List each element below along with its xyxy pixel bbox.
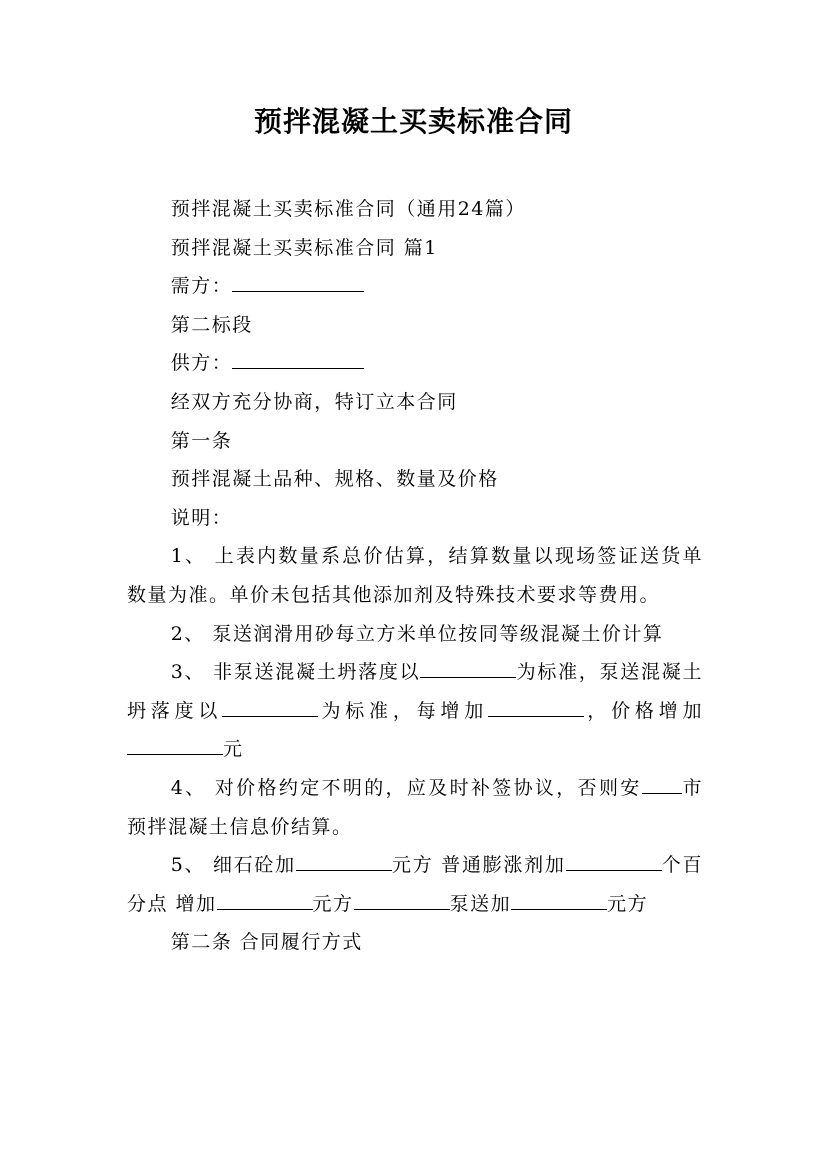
blank-field bbox=[420, 659, 516, 678]
buyer-blank bbox=[232, 273, 364, 292]
note-2: 2、 泵送润滑用砂每立方米单位按同等级混凝土价计算 bbox=[170, 622, 664, 645]
note-5 bbox=[127, 846, 703, 923]
note-5-part: 元方 bbox=[312, 892, 354, 915]
blank-field bbox=[511, 891, 607, 910]
note-4 bbox=[127, 769, 703, 846]
blank-field bbox=[354, 891, 450, 910]
note-3-part: ，价格增加 bbox=[584, 699, 703, 722]
note-1: 1、 上表内数量系总价估算，结算数量以现场签证送货单数量为准。单价未包括其他添加剂及特殊技术要求等费用。 bbox=[127, 545, 703, 606]
note-5-part: 元方 普通膨涨剂加 bbox=[391, 854, 566, 877]
note-5-part: 元方 bbox=[607, 892, 649, 915]
supplier-line bbox=[127, 344, 703, 383]
blank-field bbox=[222, 698, 318, 717]
buyer-line bbox=[127, 267, 703, 306]
paragraph-section: 第二标段 bbox=[170, 313, 253, 336]
document-body bbox=[127, 190, 703, 962]
blank-field bbox=[217, 891, 313, 910]
paragraph-heading: 预拌混凝土买卖标准合同 篇1 bbox=[170, 236, 438, 259]
buyer-label: 需方： bbox=[170, 275, 233, 298]
article-2-heading: 第二条 合同履行方式 bbox=[170, 931, 363, 954]
blank-field bbox=[642, 775, 682, 794]
note-3-part: 3、 非泵送混凝土坍落度以 bbox=[170, 661, 421, 684]
note-4-part: 4、 对价格约定不明的，应及时补签协议，否则安 bbox=[170, 776, 642, 799]
blank-field bbox=[566, 852, 662, 871]
blank-field bbox=[127, 736, 223, 755]
note-3-part: 为标准，泵送混凝土坍落度以 bbox=[127, 661, 703, 722]
blank-field bbox=[296, 852, 392, 871]
supplier-blank bbox=[232, 350, 364, 369]
paragraph-subtitle: 预拌混凝土买卖标准合同（通用24篇） bbox=[170, 198, 526, 220]
note-3-part: 为标准，每增加 bbox=[318, 699, 489, 722]
note-5-part: 个百分点 增加 bbox=[127, 854, 703, 915]
supplier-label: 供方： bbox=[170, 352, 233, 375]
article-1-title: 预拌混凝土品种、规格、数量及价格 bbox=[170, 468, 499, 491]
document-title: 预拌混凝土买卖标准合同 bbox=[253, 105, 573, 138]
note-4-part: 市预拌混凝土信息价结算。 bbox=[127, 776, 703, 838]
note-3-part: 元 bbox=[223, 738, 244, 761]
notes-label: 说明： bbox=[170, 506, 233, 529]
article-1-heading: 第一条 bbox=[170, 429, 233, 452]
note-5-part: 泵送加 bbox=[449, 892, 512, 915]
note-3 bbox=[127, 653, 703, 769]
paragraph-agreement: 经双方充分协商，特订立本合同 bbox=[170, 390, 458, 413]
blank-field bbox=[488, 698, 584, 717]
note-5-part: 5、 细石砼加 bbox=[170, 854, 296, 877]
